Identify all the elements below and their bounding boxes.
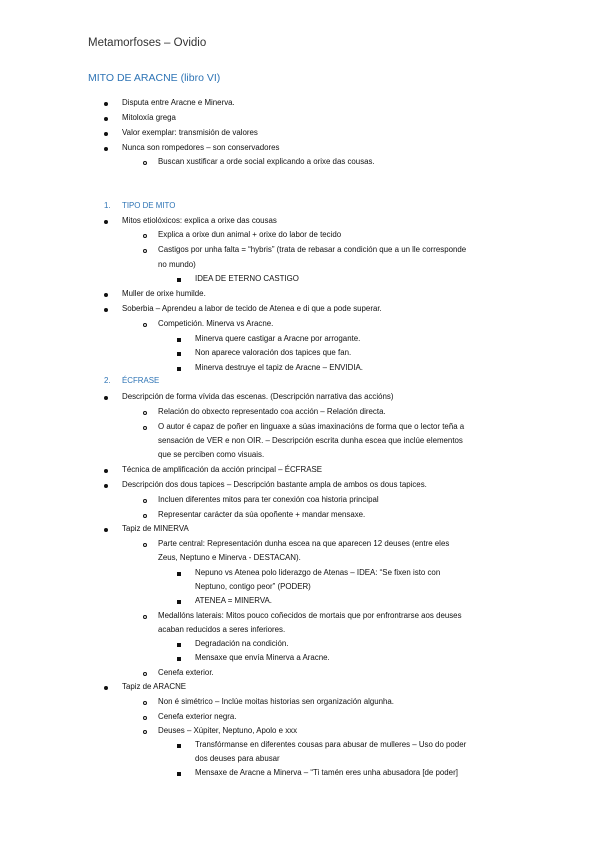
bullet-circle xyxy=(143,411,147,415)
list-item: Cenefa exterior negra. xyxy=(158,712,237,721)
list-item: O autor é capaz de poñer en linguaxe a súas imaxinacións de forma que o lector teña a xyxy=(158,422,465,431)
list-item: Parte central: Representación dunha escea na que aparecen 12 deuses (entre eles xyxy=(158,539,450,548)
bullet-dot xyxy=(104,484,108,488)
list-item: Tapiz de ARACNE xyxy=(122,682,187,691)
list-item: Mensaxe de Aracne a Minerva – “Ti tamén eres unha abusadora [de poder] xyxy=(195,768,458,777)
bullet-square xyxy=(177,278,181,282)
bullet-square xyxy=(177,744,181,748)
bullet-circle xyxy=(143,701,147,705)
section-number: 1. xyxy=(104,201,111,210)
bullet-square xyxy=(177,600,181,604)
bullet-dot xyxy=(104,528,108,532)
list-item-continuation: no mundo) xyxy=(158,260,196,269)
bullet-square xyxy=(177,352,181,356)
list-item: Incluen diferentes mitos para ter conexión coa historia principal xyxy=(158,495,379,504)
bullet-square xyxy=(177,572,181,576)
list-item: Degradación na condición. xyxy=(195,639,289,648)
bullet-circle xyxy=(143,543,147,547)
list-item: Nunca son rompedores – son conservadores xyxy=(122,143,280,152)
list-item: ATENEA = MINERVA. xyxy=(195,596,272,605)
list-item: Descripción dos dous tapices – Descripción bastante ampla de ambos os dous tapices. xyxy=(122,480,427,489)
bullet-circle xyxy=(143,615,147,619)
bullet-dot xyxy=(104,308,108,312)
list-item: Cenefa exterior. xyxy=(158,668,214,677)
bullet-circle xyxy=(143,716,147,720)
list-item: Non é simétrico – Inclúe moitas historias sen organización algunha. xyxy=(158,697,394,706)
bullet-circle xyxy=(143,161,147,165)
bullet-dot xyxy=(104,132,108,136)
list-item: Relación do obxecto representado coa acción – Relación directa. xyxy=(158,407,386,416)
bullet-dot xyxy=(104,686,108,690)
list-item-continuation: sensación de VER e non OIR. – Descripción escrita dunha escea que inclúe elementos xyxy=(158,436,463,445)
bullet-circle xyxy=(143,730,147,734)
list-item: Mensaxe que envía Minerva a Aracne. xyxy=(195,653,330,662)
list-item: Medallóns laterais: Mitos pouco coñecidos de mortais que por enfrontrarse aos deuses xyxy=(158,611,462,620)
list-item-continuation: dos deuses para abusar xyxy=(195,754,280,763)
bullet-square xyxy=(177,338,181,342)
bullet-dot xyxy=(104,293,108,297)
bullet-circle xyxy=(143,234,147,238)
list-item: Minerva quere castigar a Aracne por arrogante. xyxy=(195,334,361,343)
bullet-dot xyxy=(104,220,108,224)
bullet-square xyxy=(177,643,181,647)
bullet-square xyxy=(177,772,181,776)
bullet-circle xyxy=(143,672,147,676)
section-title: TIPO DE MITO xyxy=(122,201,176,210)
list-item-continuation: Neptuno, contigo peor” (PODER) xyxy=(195,582,311,591)
list-item: Mitoloxía grega xyxy=(122,113,176,122)
list-item: IDEA DE ETERNO CASTIGO xyxy=(195,274,299,283)
list-item: Castigos por unha falta = “hybris” (trata de rebasar a condición que a un lle corresponde xyxy=(158,245,467,254)
list-item: Disputa entre Aracne e Minerva. xyxy=(122,98,235,107)
list-item: Non aparece valoración dos tapices que fan. xyxy=(195,348,352,357)
bullet-dot xyxy=(104,102,108,106)
list-item-continuation: acaban reducidos a seres inferiores. xyxy=(158,625,286,634)
bullet-dot xyxy=(104,117,108,121)
list-item: Representar carácter da súa opoñente + mandar mensaxe. xyxy=(158,510,366,519)
bullet-dot xyxy=(104,147,108,151)
bullet-circle xyxy=(143,514,147,518)
list-item: Deuses – Xúpiter, Neptuno, Apolo e xxx xyxy=(158,726,298,735)
bullet-dot xyxy=(104,396,108,400)
list-item: Técnica de amplificación da acción principal – ÉCFRASE xyxy=(122,465,322,474)
bullet-square xyxy=(177,657,181,661)
bullet-dot xyxy=(104,469,108,473)
list-item: Descripción de forma vívida das escenas. (Descripción narrativa das accións) xyxy=(122,392,394,401)
list-item-continuation: que se perciben como visuais. xyxy=(158,450,265,459)
bullet-square xyxy=(177,367,181,371)
list-item: Nepuno vs Atenea polo liderazgo de Atenas – IDEA: “Se fixen isto con xyxy=(195,568,441,577)
section-number: 2. xyxy=(104,376,111,385)
bullet-circle xyxy=(143,323,147,327)
list-item: Competición. Minerva vs Aracne. xyxy=(158,319,274,328)
section-title: ÉCFRASE xyxy=(122,376,160,385)
list-item: Soberbia – Aprendeu a labor de tecido de Atenea e di que a pode superar. xyxy=(122,304,382,313)
bullet-circle xyxy=(143,249,147,253)
bullet-circle xyxy=(143,499,147,503)
bullet-circle xyxy=(143,426,147,430)
list-item: Tapiz de MINERVA xyxy=(122,524,189,533)
document-header: Metamorfoses – Ovidio xyxy=(88,37,207,49)
list-item: Buscan xustificar a orde social explicando a orixe das cousas. xyxy=(158,157,375,166)
list-item: Explica a orixe dun animal + orixe do labor de tecido xyxy=(158,230,342,239)
list-item: Valor exemplar: transmisión de valores xyxy=(122,128,258,137)
page-title: MITO DE ARACNE (libro VI) xyxy=(88,72,221,84)
list-item-continuation: Zeus, Neptuno e Minerva - DESTACAN). xyxy=(158,553,301,562)
list-item: Mitos etiolóxicos: explica a orixe das cousas xyxy=(122,216,277,225)
list-item: Minerva destruye el tapiz de Aracne – ENVIDIA. xyxy=(195,363,363,372)
list-item: Muller de orixe humilde. xyxy=(122,289,206,298)
list-item: Transfórmanse en diferentes cousas para abusar de mulleres – Uso do poder xyxy=(195,740,467,749)
